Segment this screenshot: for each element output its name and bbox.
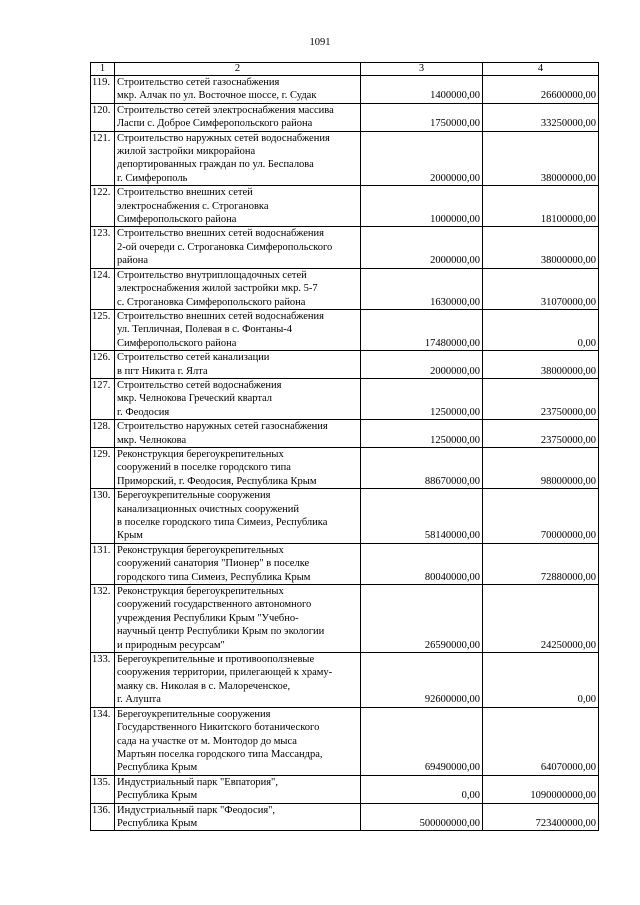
row-number: 134. [91, 707, 115, 775]
row-number: 136. [91, 803, 115, 831]
row-number: 126. [91, 351, 115, 379]
row-number: 125. [91, 309, 115, 350]
table-body [91, 63, 599, 831]
row-value-col3: 1750000,00 [361, 103, 483, 131]
row-name: Реконструкция берегоукрепительных сооружений в поселке городского типа Приморский, г. Феодосия, Республика Крым [115, 447, 361, 488]
row-value-col4: 1090000000,00 [483, 775, 599, 803]
row-value-col4: 18100000,00 [483, 186, 599, 227]
row-value-col3: 92600000,00 [361, 653, 483, 708]
row-number: 127. [91, 378, 115, 419]
row-value-col4: 70000000,00 [483, 489, 599, 544]
row-value-col3: 1250000,00 [361, 420, 483, 448]
row-name: Индустриальный парк "Евпатория", Республика Крым [115, 775, 361, 803]
row-number: 133. [91, 653, 115, 708]
row-value-col3: 1250000,00 [361, 378, 483, 419]
row-number: 135. [91, 775, 115, 803]
column-header: 2 [115, 63, 361, 76]
row-name: Строительство внешних сетей электроснабжения с. Строгановка Симферопольского района [115, 186, 361, 227]
row-number: 121. [91, 131, 115, 186]
row-value-col4: 24250000,00 [483, 585, 599, 653]
row-number: 123. [91, 227, 115, 268]
row-number: 119. [91, 76, 115, 104]
row-value-col4: 33250000,00 [483, 103, 599, 131]
row-name: Строительство сетей водоснабжения мкр. Челнокова Греческий квартал г. Феодосия [115, 378, 361, 419]
row-value-col3: 500000000,00 [361, 803, 483, 831]
column-header: 4 [483, 63, 599, 76]
table-row [91, 543, 599, 584]
row-value-col4: 38000000,00 [483, 227, 599, 268]
row-name: Реконструкция берегоукрепительных сооружений государственного автономного учреждения Республики Крым "Учебно- научный центр Республики Крым по экологии и природным ресурсам" [115, 585, 361, 653]
row-value-col4: 72880000,00 [483, 543, 599, 584]
row-value-col4: 26600000,00 [483, 76, 599, 104]
row-value-col4: 31070000,00 [483, 268, 599, 309]
row-value-col3: 88670000,00 [361, 447, 483, 488]
row-name: Строительство наружных сетей водоснабжения жилой застройки микрорайона депортированных граждан по ул. Беспалова г. Симферополь [115, 131, 361, 186]
row-value-col4: 0,00 [483, 309, 599, 350]
row-name: Строительство наружных сетей газоснабжения мкр. Челнокова [115, 420, 361, 448]
table-row [91, 585, 599, 653]
row-name: Берегоукрепительные сооружения канализационных очистных сооружений в поселке городского типа Симеиз, Республика Крым [115, 489, 361, 544]
row-value-col3: 58140000,00 [361, 489, 483, 544]
table-row [91, 489, 599, 544]
row-number: 130. [91, 489, 115, 544]
row-number: 128. [91, 420, 115, 448]
table-row [91, 351, 599, 379]
row-value-col4: 64070000,00 [483, 707, 599, 775]
table-row [91, 447, 599, 488]
row-value-col3: 26590000,00 [361, 585, 483, 653]
row-value-col4: 23750000,00 [483, 420, 599, 448]
row-number: 129. [91, 447, 115, 488]
table-row [91, 186, 599, 227]
row-name: Строительство внешних сетей водоснабжения ул. Тепличная, Полевая в с. Фонтаны-4 Симферопольского района [115, 309, 361, 350]
row-value-col3: 17480000,00 [361, 309, 483, 350]
column-header: 3 [361, 63, 483, 76]
row-value-col4: 723400000,00 [483, 803, 599, 831]
row-number: 124. [91, 268, 115, 309]
page-number: 1091 [309, 37, 331, 48]
data-table [90, 62, 599, 831]
table-row [91, 227, 599, 268]
row-value-col3: 2000000,00 [361, 227, 483, 268]
table-row [91, 653, 599, 708]
row-name: Строительство внутриплощадочных сетей электроснабжения жилой застройки мкр. 5-7 с. Строгановка Симферопольского района [115, 268, 361, 309]
row-name: Строительство сетей электроснабжения массива Ласпи с. Доброе Симферопольского района [115, 103, 361, 131]
table-row [91, 131, 599, 186]
table-row [91, 707, 599, 775]
row-name: Строительство сетей газоснабжения мкр. Алчак по ул. Восточное шоссе, г. Судак [115, 76, 361, 104]
row-value-col4: 38000000,00 [483, 131, 599, 186]
row-value-col3: 69490000,00 [361, 707, 483, 775]
table-row [91, 268, 599, 309]
row-value-col3: 80040000,00 [361, 543, 483, 584]
row-value-col3: 2000000,00 [361, 351, 483, 379]
row-value-col4: 23750000,00 [483, 378, 599, 419]
row-value-col4: 0,00 [483, 653, 599, 708]
table-row [91, 803, 599, 831]
row-value-col3: 1000000,00 [361, 186, 483, 227]
row-value-col4: 98000000,00 [483, 447, 599, 488]
row-number: 132. [91, 585, 115, 653]
row-value-col3: 1400000,00 [361, 76, 483, 104]
row-number: 120. [91, 103, 115, 131]
row-value-col3: 1630000,00 [361, 268, 483, 309]
table-row [91, 420, 599, 448]
row-name: Строительство сетей канализации в пгт Никита г. Ялта [115, 351, 361, 379]
row-name: Индустриальный парк "Феодосия", Республика Крым [115, 803, 361, 831]
table-row [91, 76, 599, 104]
row-number: 122. [91, 186, 115, 227]
column-header: 1 [91, 63, 115, 76]
table-row [91, 309, 599, 350]
row-name: Строительство внешних сетей водоснабжения 2-ой очереди с. Строгановка Симферопольского района [115, 227, 361, 268]
row-value-col3: 2000000,00 [361, 131, 483, 186]
table-row [91, 103, 599, 131]
row-name: Берегоукрепительные сооружения Государственного Никитского ботанического сада на участке от м. Монтодор до мыса Мартьян поселка городского типа Массандра, Республика Крым [115, 707, 361, 775]
row-value-col3: 0,00 [361, 775, 483, 803]
table-row [91, 775, 599, 803]
table-row [91, 378, 599, 419]
row-number: 131. [91, 543, 115, 584]
row-value-col4: 38000000,00 [483, 351, 599, 379]
table-header-row [91, 63, 599, 76]
row-name: Берегоукрепительные и противооползневые сооружения территории, прилегающей к храму- маяку св. Николая в с. Малореченское, г. Алушта [115, 653, 361, 708]
row-name: Реконструкция берегоукрепительных сооружений санатория "Пионер" в поселке городского типа Симеиз, Республика Крым [115, 543, 361, 584]
